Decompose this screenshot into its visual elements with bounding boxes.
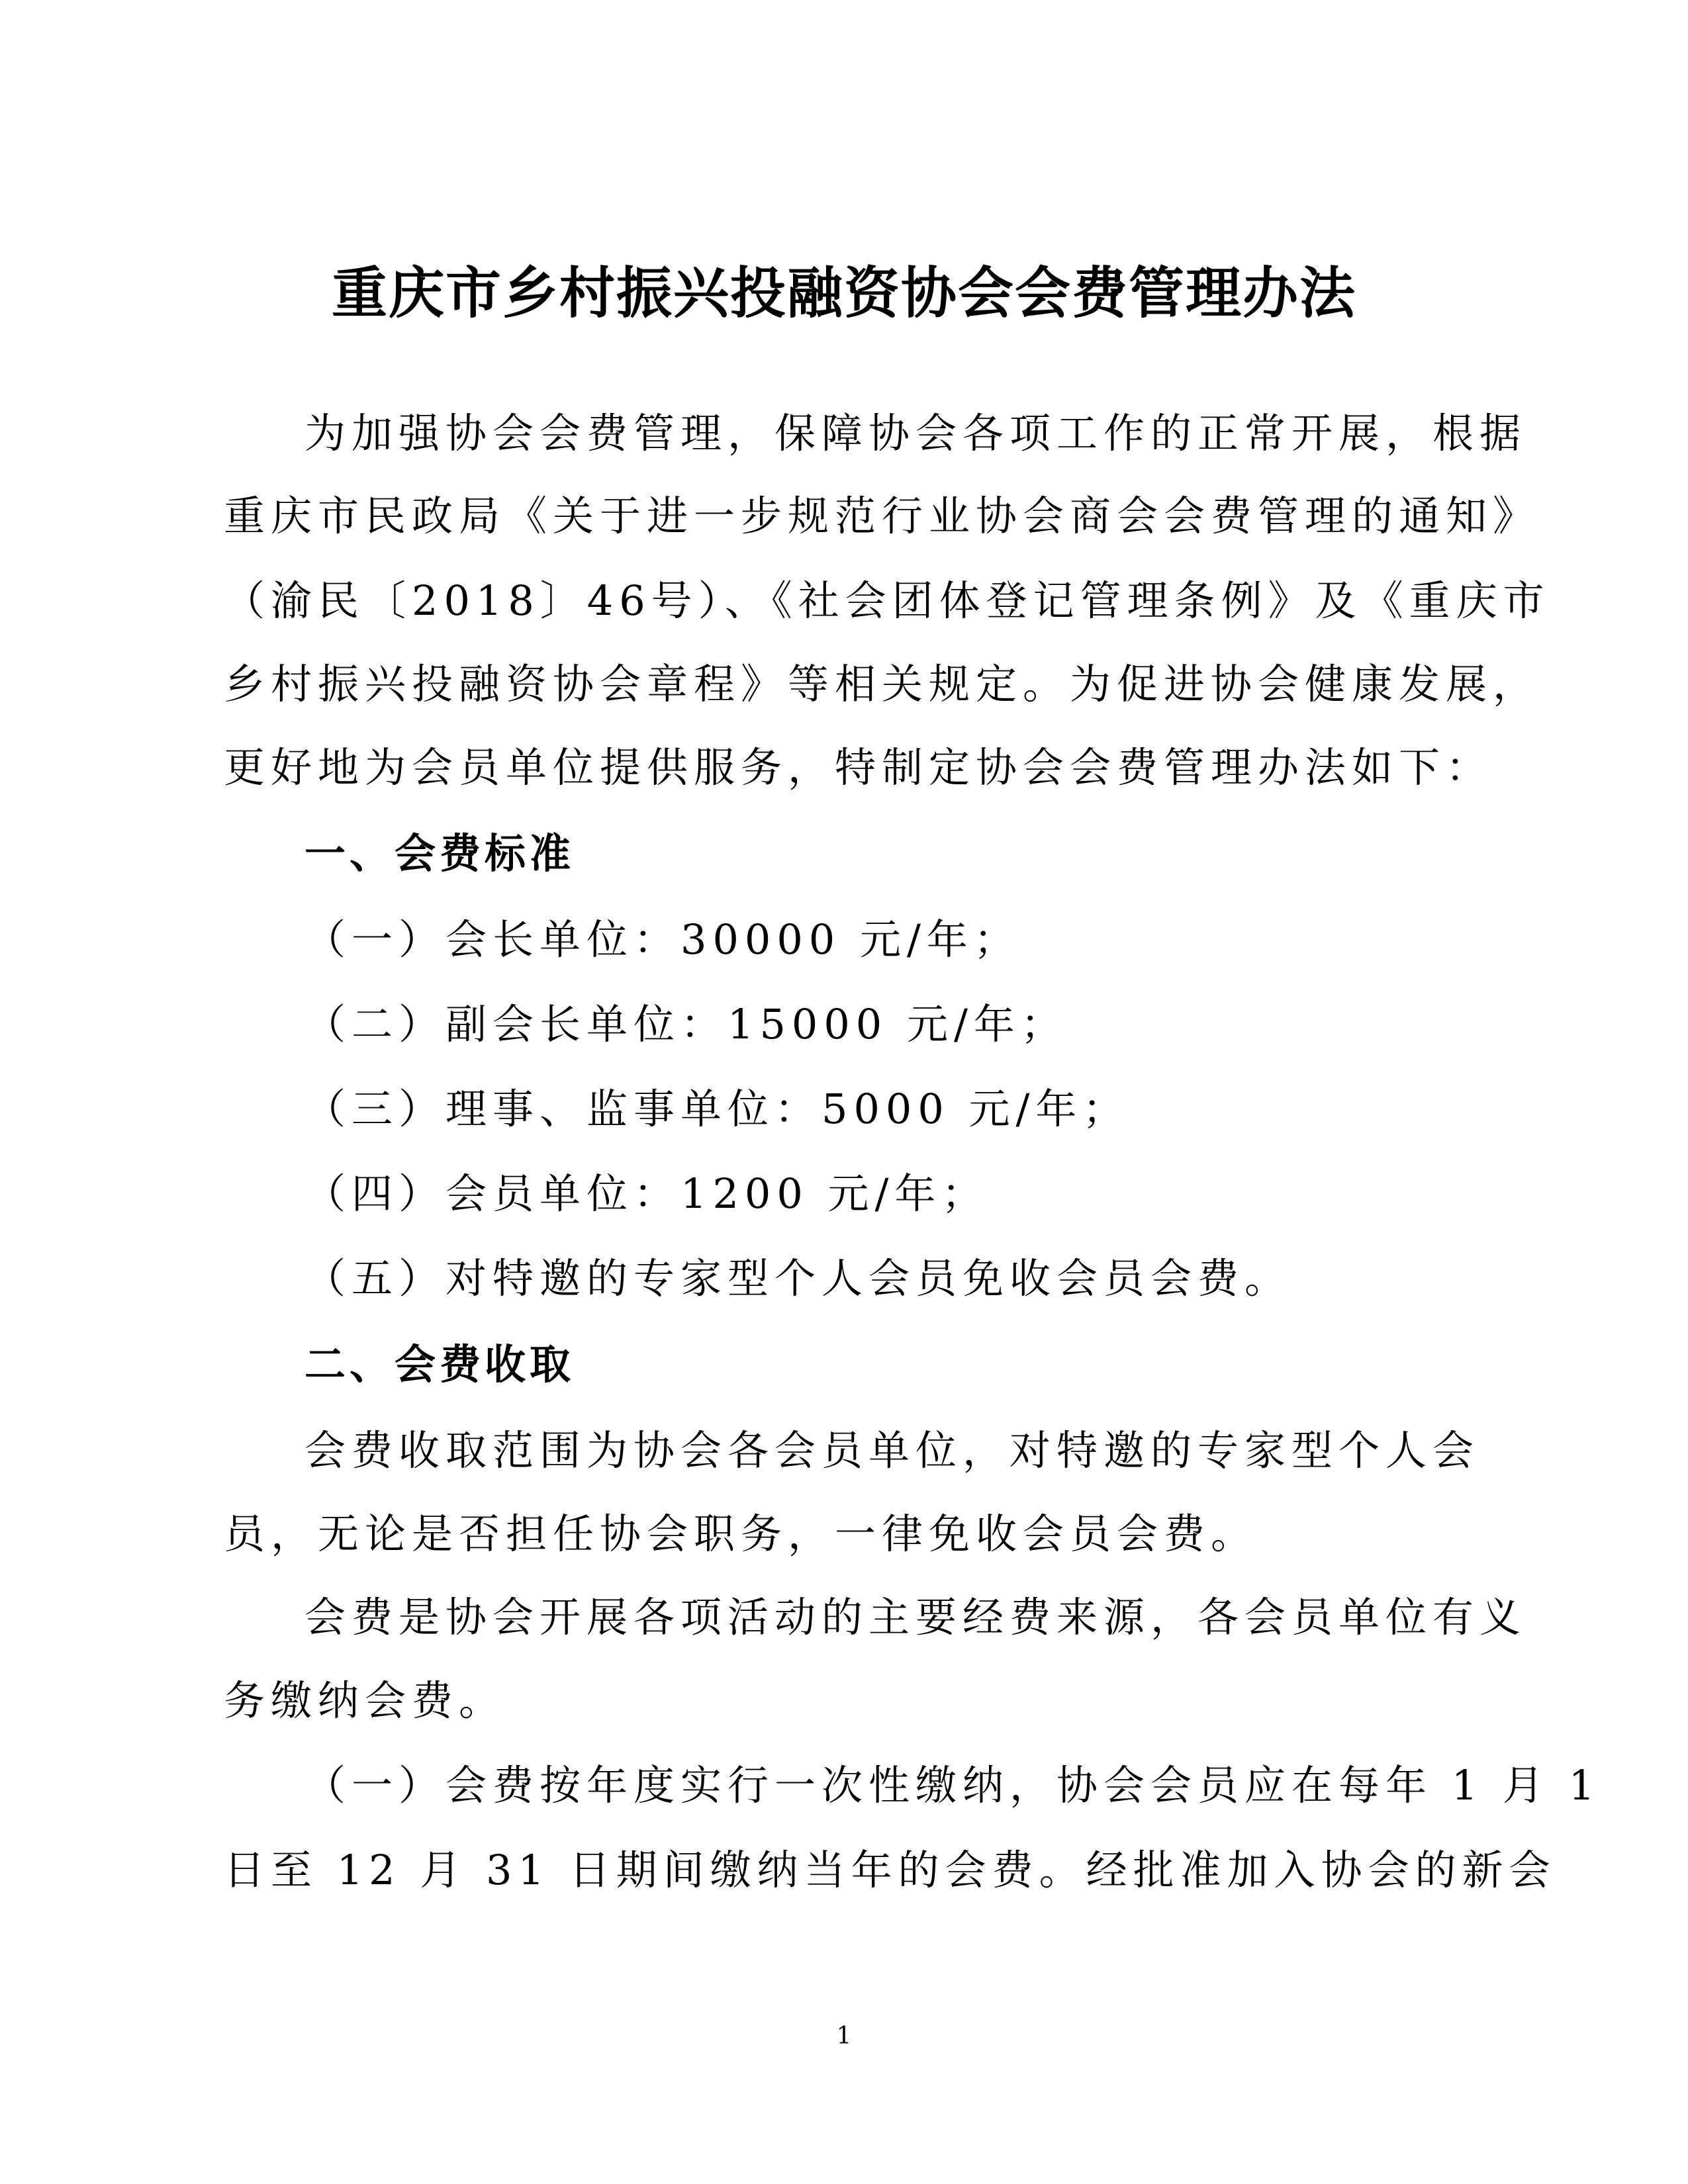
list-item: （五）对特邀的专家型个人会员免收会员会费。	[305, 1254, 1292, 1302]
paragraph-line: 更好地为会员单位提供服务，特制定协会会费管理办法如下：	[224, 743, 1493, 792]
list-item: （三）理事、监事单位：5000 元/年；	[305, 1085, 1130, 1133]
paragraph-line: 重庆市民政局《关于进一步规范行业协会商会会费管理的通知》	[224, 492, 1540, 540]
page-number: 1	[836, 2023, 852, 2050]
paragraph-line: 员，无论是否担任协会职务，一律免收会员会费。	[224, 1510, 1258, 1558]
list-item: （二）副会长单位：15000 元/年；	[305, 1000, 1068, 1048]
paragraph-line: 会费是协会开展各项活动的主要经费来源，各会员单位有义	[305, 1593, 1527, 1641]
paragraph-line: 乡村振兴投融资协会章程》等相关规定。为促进协会健康发展，	[224, 660, 1540, 708]
paragraph-line: （渝民〔2018〕46号）、《社会团体登记管理条例》及《重庆市	[224, 576, 1550, 625]
paragraph-line: 为加强协会会费管理，保障协会各项工作的正常开展，根据	[305, 409, 1527, 457]
document-title: 重庆市乡村振兴投融资协会会费管理办法	[331, 261, 1356, 326]
section-heading: 二、会费收取	[305, 1340, 575, 1388]
list-item: （四）会员单位：1200 元/年；	[305, 1169, 989, 1218]
paragraph-line: 务缴纳会费。	[224, 1676, 506, 1725]
paragraph-line: 会费收取范围为协会各会员单位，对特邀的专家型个人会	[305, 1426, 1480, 1475]
paragraph-line: （一）会费按年度实行一次性缴纳，协会会员应在每年 1 月 1	[305, 1761, 1601, 1809]
section-heading: 一、会费标准	[305, 829, 575, 878]
list-item: （一）会长单位：30000 元/年；	[305, 915, 1021, 964]
paragraph-line: 日至 12 月 31 日期间缴纳当年的会费。经批准加入协会的新会	[224, 1846, 1556, 1894]
